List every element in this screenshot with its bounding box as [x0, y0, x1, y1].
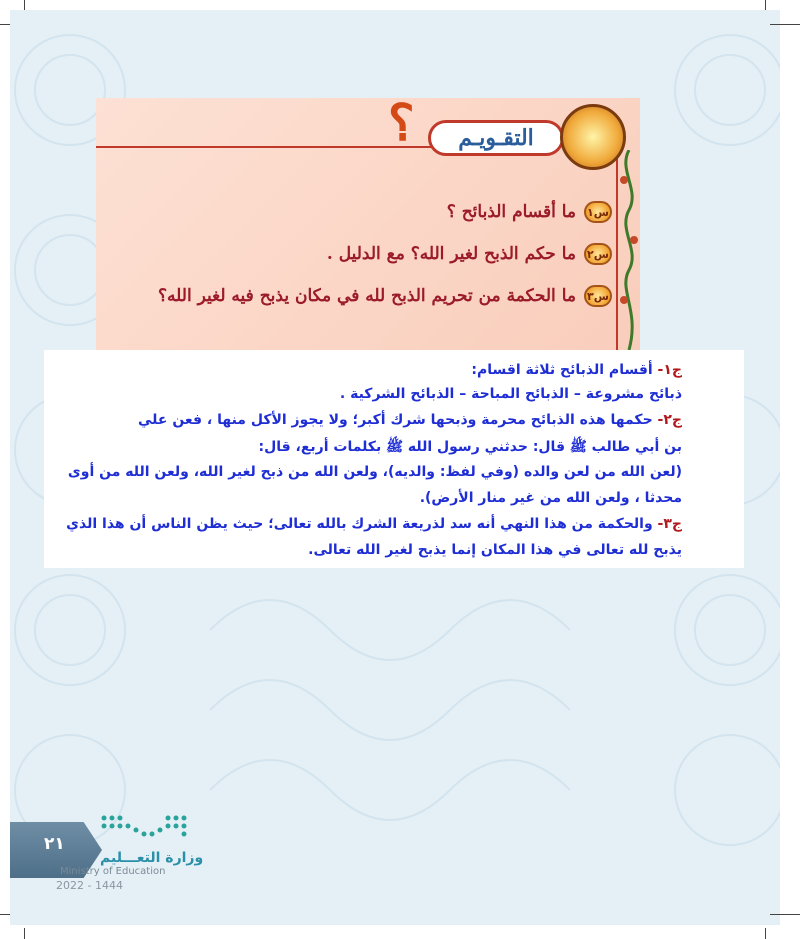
answer-label: ج١-	[657, 362, 682, 378]
question-badge: س٣	[584, 285, 612, 307]
question-text: ما حكم الذبح لغير الله؟ مع الدليل .	[326, 244, 576, 264]
edition-year: 2022 - 1444	[56, 879, 123, 892]
answer-text: يذبح لله تعالى في هذا المكان إنما يذبح لغير الله تعالى.	[308, 542, 682, 558]
answer-line	[308, 542, 682, 558]
crop-mark	[765, 928, 766, 939]
answer-text: بن أبي طالب ﷺ قال: حدثني رسول الله ﷺ بكلمات أربع، قال:	[258, 439, 682, 455]
crop-mark	[765, 0, 766, 10]
ministry-name-ar: وزارة التعـــليم	[100, 850, 204, 866]
crop-mark	[0, 24, 10, 25]
answer-line	[340, 386, 682, 402]
question-item	[327, 240, 612, 268]
question-text: ما الحكمة من تحريم الذبح لله في مكان يذبح فيه لغير الله؟	[158, 286, 576, 306]
answer-text: والحكمة من هذا النهي أنه سد لذريعة الشرك بالله تعالى؛ حيث يظن الناس أن هذا الذي	[66, 516, 658, 532]
answer-label: ج٢-	[657, 412, 682, 428]
crop-mark	[24, 0, 25, 10]
answer-box	[44, 350, 744, 568]
question-item	[447, 198, 612, 226]
answer-text: محدثا ، ولعن الله من غير منار الأرض).	[419, 490, 682, 506]
section-title-pill	[428, 120, 564, 156]
answer-line	[258, 438, 682, 458]
question-text: ما أقسام الذبائح ؟	[446, 202, 576, 222]
answer-line	[471, 362, 682, 378]
answer-text: حكمها هذه الذبائح محرمة وذبحها شرك أكبر؛ ولا يجوز الأكل منها ، فعن علي	[138, 412, 658, 428]
crop-mark	[0, 914, 10, 915]
section-title: التقـويـم	[458, 125, 534, 151]
evaluation-icon	[560, 104, 626, 170]
question-badge: س٢	[584, 243, 612, 265]
question-mark-icon: ؟	[388, 93, 415, 152]
answer-line	[420, 490, 682, 506]
crop-mark	[770, 24, 800, 25]
answer-text: أقسام الذبائح ثلاثة اقسام:	[471, 362, 658, 378]
answer-text: (لعن الله من لعن والده (وفي لفظ: والديه)، ولعن الله من ذبح لغير الله، ولعن الله من أوى	[67, 464, 682, 480]
crop-mark	[24, 928, 25, 939]
vine-ornament	[618, 150, 640, 350]
question-item	[158, 282, 612, 310]
ministry-name-en: Ministry of Education	[60, 866, 166, 877]
answer-line	[68, 464, 682, 480]
crop-mark	[770, 914, 800, 915]
page-number: ٢١	[44, 834, 65, 854]
answer-line	[66, 516, 682, 532]
question-badge: س١	[584, 201, 612, 223]
answer-line	[138, 412, 682, 428]
answer-text: ذبائح مشروعة – الذبائح المباحة – الذبائح الشركية .	[339, 386, 682, 402]
answer-label: ج٣-	[657, 516, 682, 532]
ministry-logo-icon	[98, 810, 190, 842]
